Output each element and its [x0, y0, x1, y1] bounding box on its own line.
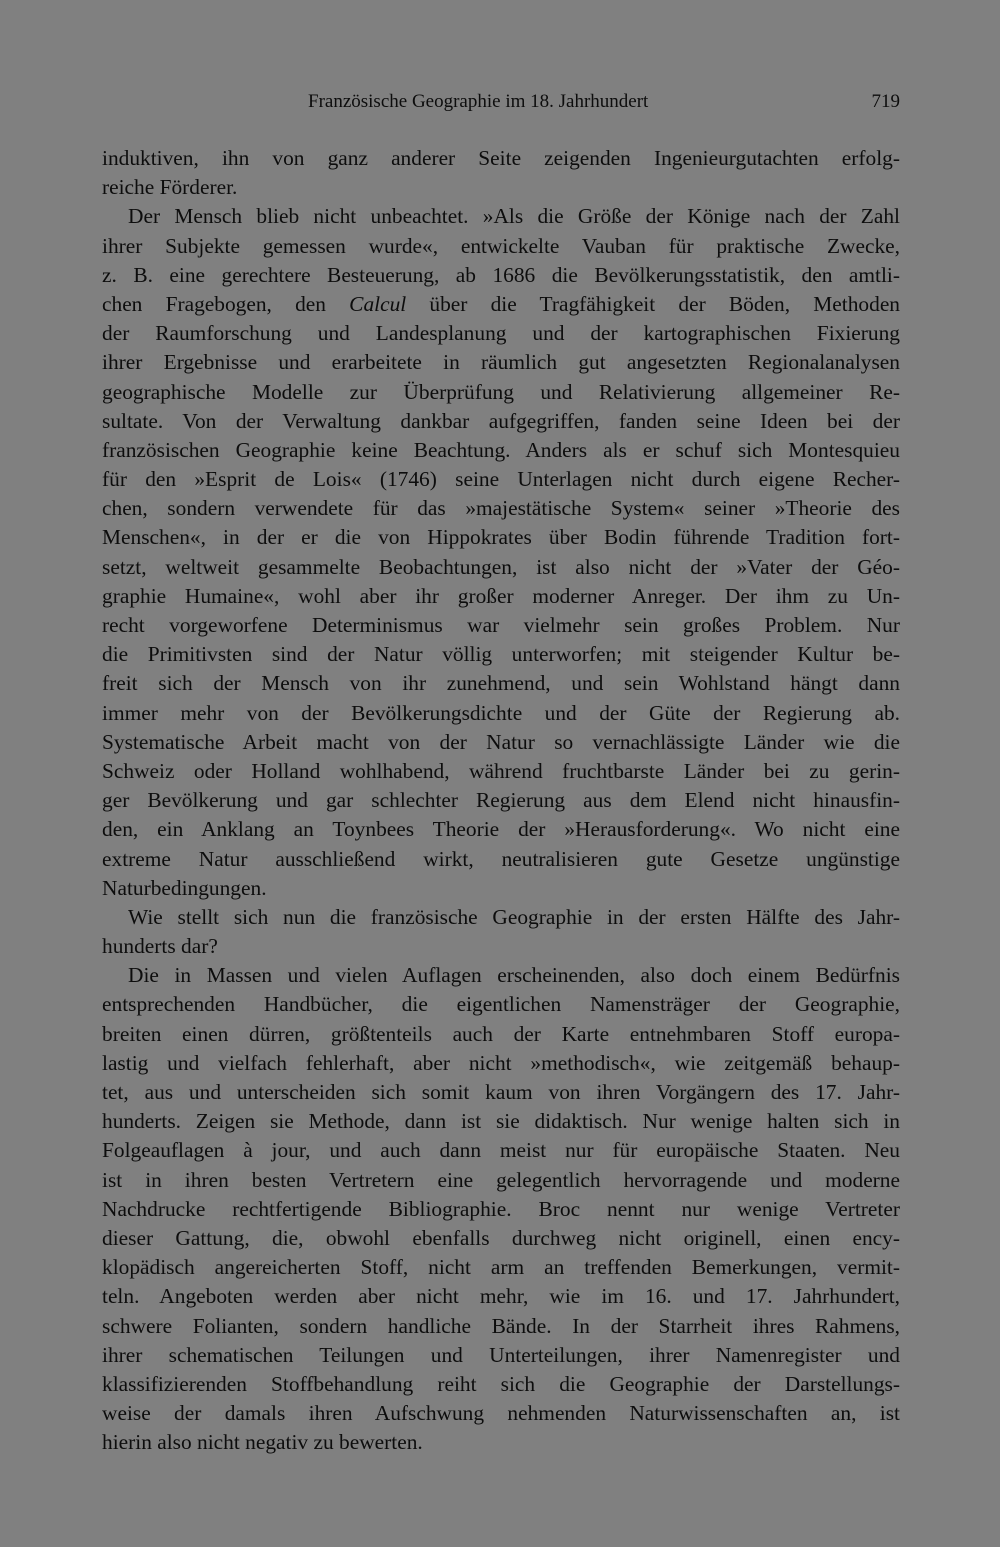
- text-line: dieser Gattung, die, obwohl ebenfalls durchweg nicht originell, einen ency-: [102, 1225, 900, 1250]
- text-line: ger Bevölkerung und gar schlechter Regierung aus dem Elend nicht hinausfin-: [102, 788, 900, 813]
- text-line: Die in Massen und vielen Auflagen erscheinenden, also doch einem Bedürfnis: [128, 963, 900, 988]
- text-line: ist in ihren besten Vertretern eine gelegentlich hervorragende und moderne: [102, 1167, 900, 1192]
- text-line: Naturbedingungen.: [102, 875, 267, 900]
- text-line: reiche Förderer.: [102, 175, 238, 200]
- text-line: ihrer schematischen Teilungen und Unterteilungen, ihrer Namenregister und: [102, 1342, 900, 1367]
- text-line: z. B. eine gerechtere Besteuerung, ab 1686 die Bevölkerungsstatistik, den amtli-: [102, 262, 900, 287]
- text-line: freit sich der Mensch von ihr zunehmend, und sein Wohlstand hängt dann: [102, 671, 900, 696]
- text-line: recht vorgeworfene Determinismus war vielmehr sein großes Problem. Nur: [102, 613, 900, 637]
- text-line: Wie stellt sich nun die französische Geographie in der ersten Hälfte des Jahr-: [128, 904, 900, 929]
- text-line: klopädisch angereicherten Stoff, nicht arm an treffenden Bemerkungen, vermit-: [102, 1255, 900, 1280]
- text-line: induktiven, ihn von ganz anderer Seite zeigenden Ingenieurgutachten erfolg-: [102, 146, 900, 170]
- italic-term: Calcul: [349, 291, 407, 316]
- text-line: für den »Esprit de Lois« (1746) seine Unterlagen nicht durch eigene Recher-: [102, 467, 900, 492]
- text-line: weise der damals ihren Aufschwung nehmenden Naturwissenschaften an, ist: [102, 1401, 900, 1426]
- text-line: graphie Humaine«, wohl aber ihr großer moderner Anreger. Der ihm zu Un-: [102, 583, 900, 608]
- text-line: Menschen«, in der er die von Hippokrates über Bodin führende Tradition fort-: [102, 525, 900, 550]
- text-line: lastig und vielfach fehlerhaft, aber nicht »methodisch«, wie zeitgemäß behaup-: [102, 1050, 900, 1075]
- text-line: klassifizierenden Stoffbehandlung reiht sich die Geographie der Darstellungs-: [102, 1371, 900, 1396]
- text-line: geographische Modelle zur Überprüfung und Relativierung allgemeiner Re-: [102, 379, 900, 404]
- body-text: [102, 144, 900, 1457]
- text-line: Systematische Arbeit macht von der Natur so vernachlässigte Länder wie die: [102, 729, 900, 754]
- text-line: ihrer Subjekte gemessen wurde«, entwickelte Vauban für praktische Zwecke,: [102, 233, 900, 258]
- running-head: [102, 88, 900, 116]
- text-line: Folgeauflagen à jour, und auch dann meist nur für europäische Staaten. Neu: [102, 1138, 900, 1163]
- text-line: Schweiz oder Holland wohlhabend, während fruchtbarste Länder bei zu gerin-: [102, 758, 900, 783]
- text-line: der Raumforschung und Landesplanung und der kartographischen Fixierung: [102, 321, 900, 346]
- text-line: sultate. Von der Verwaltung dankbar aufgegriffen, fanden seine Ideen bei der: [102, 408, 900, 433]
- text-line: chen Fragebogen, den Calcul über die Tragfähigkeit der Böden, Methoden: [102, 291, 900, 316]
- text-line: tet, aus und unterscheiden sich somit kaum von ihren Vorgängern des 17. Jahr-: [102, 1080, 900, 1104]
- text-line: den, ein Anklang an Toynbees Theorie der »Herausforderung«. Wo nicht eine: [102, 817, 900, 842]
- text-line: chen, sondern verwendete für das »majestätische System« seiner »Theorie des: [102, 496, 900, 521]
- text-line: Nachdrucke rechtfertigende Bibliographie. Broc nennt nur wenige Vertreter: [102, 1196, 900, 1221]
- page-number: 719: [871, 91, 900, 112]
- text-line: hunderts. Zeigen sie Methode, dann ist sie didaktisch. Nur wenige halten sich in: [102, 1109, 900, 1134]
- text-line: breiten einen dürren, größtenteils auch der Karte entnehmbaren Stoff europa-: [102, 1021, 900, 1046]
- text-line: schwere Folianten, sondern handliche Bände. In der Starrheit ihres Rahmens,: [102, 1313, 900, 1338]
- text-line: extreme Natur ausschließend wirkt, neutralisieren gute Gesetze ungünstige: [102, 846, 900, 871]
- running-title: Französische Geographie im 18. Jahrhundert: [308, 91, 649, 112]
- text-line: entsprechenden Handbücher, die eigentlichen Namensträger der Geographie,: [102, 992, 900, 1017]
- text-line: hierin also nicht negativ zu bewerten.: [102, 1430, 423, 1455]
- text-line: immer mehr von der Bevölkerungsdichte und der Güte der Regierung ab.: [102, 700, 900, 725]
- text-line: Der Mensch blieb nicht unbeachtet. »Als die Größe der Könige nach der Zahl: [128, 204, 900, 229]
- text-line: ihrer Ergebnisse und erarbeitete in räumlich gut angesetzten Regionalanalysen: [102, 350, 900, 375]
- text-line: französischen Geographie keine Beachtung. Anders als er schuf sich Montesquieu: [102, 437, 900, 462]
- text-line: setzt, weltweit gesammelte Beobachtungen, ist also nicht der »Vater der Géo-: [102, 554, 900, 579]
- text-line: die Primitivsten sind der Natur völlig unterworfen; mit steigender Kultur be-: [102, 642, 900, 667]
- text-line: hunderts dar?: [102, 934, 218, 959]
- text-line: teln. Angeboten werden aber nicht mehr, wie im 16. und 17. Jahrhundert,: [102, 1284, 900, 1309]
